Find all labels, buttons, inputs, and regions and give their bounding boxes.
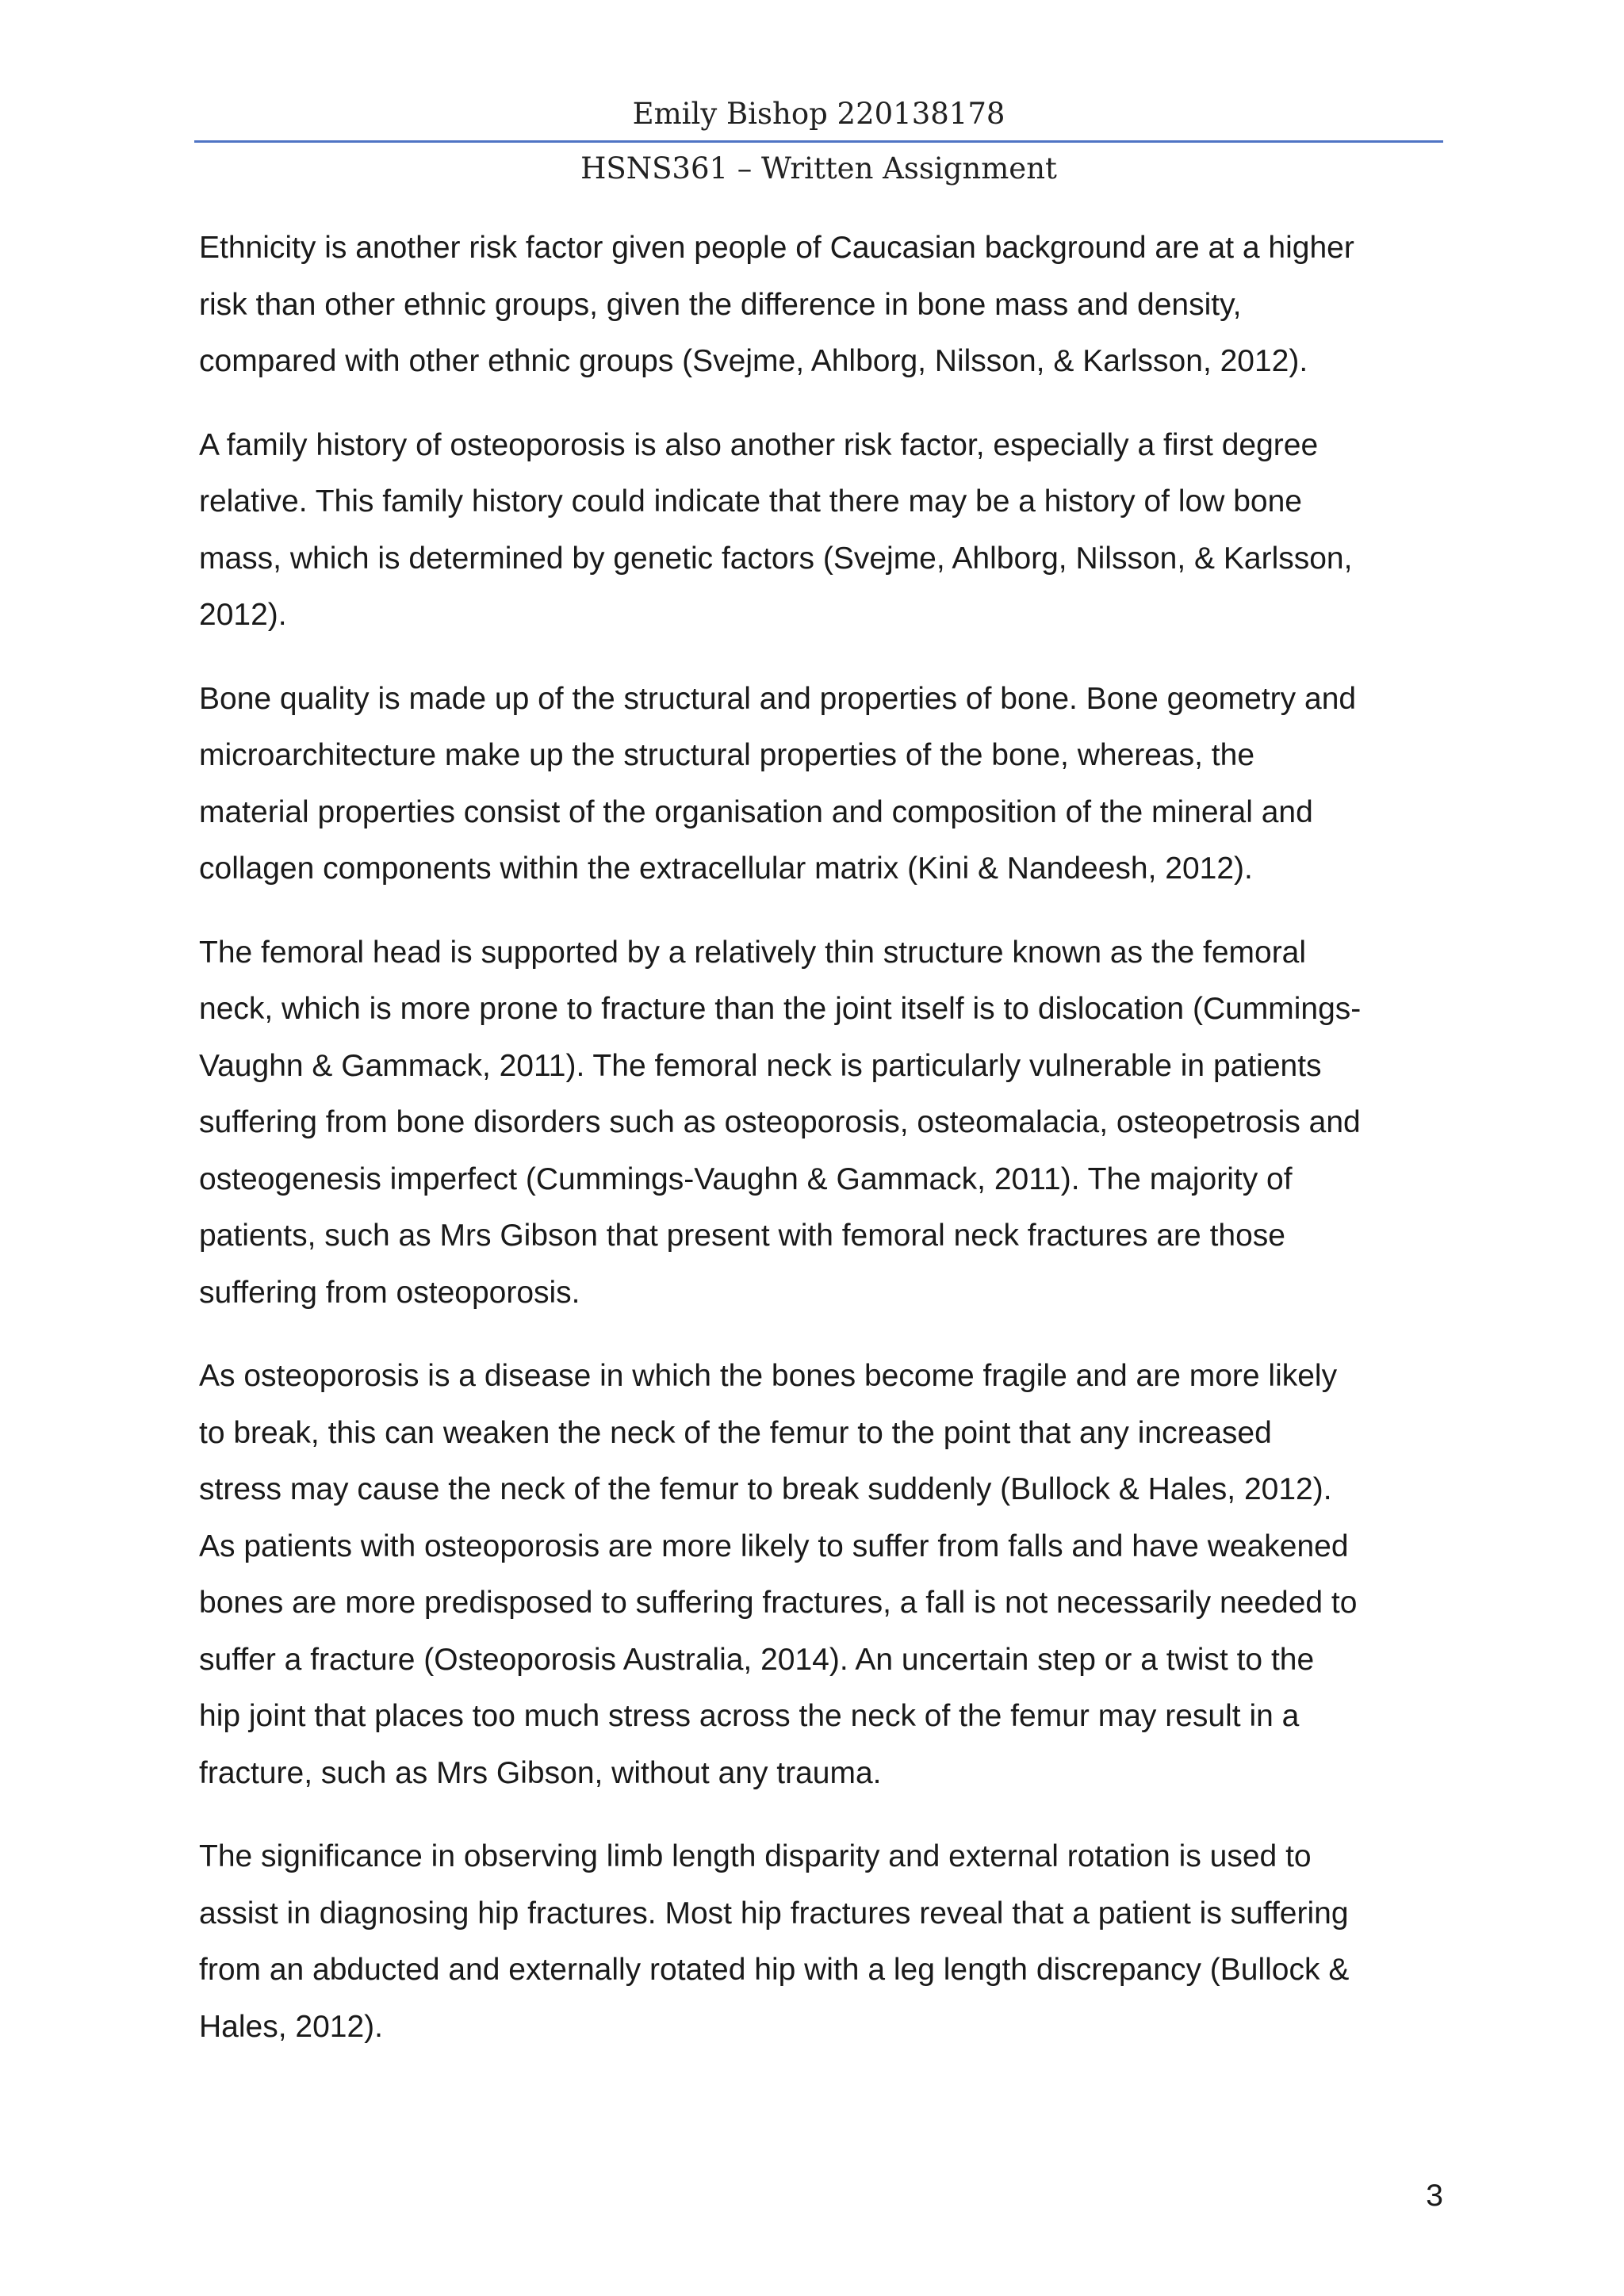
paragraph-line: risk than other ethnic groups, given the difference in bone mass and density, — [199, 287, 1242, 322]
paragraph-line: bones are more predisposed to suffering fractures, a fall is not necessarily needed to — [199, 1586, 1358, 1620]
paragraph-line: hip joint that places too much stress across the neck of the femur may result in a — [199, 1699, 1300, 1733]
paragraph-line: material properties consist of the organisation and composition of the mineral and — [199, 794, 1313, 829]
page-header — [194, 91, 1443, 192]
paragraph-line: mass, which is determined by genetic factors (Svejme, Ahlborg, Nilsson, & Karlsson, — [199, 541, 1353, 576]
paragraph-line: relative. This family history could indicate that there may be a history of low bone — [199, 484, 1302, 519]
header-divider — [194, 140, 1443, 143]
paragraph-line: The significance in observing limb length disparity and external rotation is used to — [199, 1839, 1312, 1873]
paragraph-line: from an abducted and externally rotated hip with a leg length discrepancy (Bullock & — [199, 1953, 1350, 1987]
paragraph-line: fracture, such as Mrs Gibson, without any trauma. — [199, 1755, 882, 1790]
header-author-line: Emily Bishop 220138178 — [632, 97, 1005, 131]
paragraph-line: osteogenesis imperfect (Cummings-Vaughn & Gammack, 2011). The majority of — [199, 1161, 1293, 1196]
paragraph-line: 2012). — [199, 598, 287, 632]
paragraph-line: patients, such as Mrs Gibson that present with femoral neck fractures are those — [199, 1219, 1285, 1253]
paragraph — [199, 220, 1460, 390]
paragraph-line: As patients with osteoporosis are more likely to suffer from falls and have weakened — [199, 1529, 1349, 1563]
paragraph-line: Ethnicity is another risk factor given people of Caucasian background are at a higher — [199, 231, 1354, 265]
paragraph-line: collagen components within the extracellular matrix (Kini & Nandeesh, 2012). — [199, 851, 1253, 886]
paragraph-line: Vaughn & Gammack, 2011). The femoral neck is particularly vulnerable in patients — [199, 1048, 1322, 1083]
paragraph-line: assist in diagnosing hip fractures. Most hip fractures reveal that a patient is suffering — [199, 1896, 1349, 1931]
paragraph-line: microarchitecture make up the structural properties of the bone, whereas, the — [199, 738, 1255, 772]
page-number: 3 — [1426, 2179, 1443, 2213]
paragraph — [199, 417, 1460, 644]
paragraph-line: neck, which is more prone to fracture than the joint itself is to dislocation (Cummings- — [199, 992, 1362, 1026]
paragraph-line: compared with other ethnic groups (Svejme, Ahlborg, Nilsson, & Karlsson, 2012). — [199, 344, 1308, 378]
paragraph-line: The femoral head is supported by a relatively thin structure known as the femoral — [199, 935, 1307, 970]
body-text — [199, 220, 1460, 2082]
paragraph — [199, 924, 1460, 1322]
paragraph — [199, 1828, 1460, 2055]
paragraph — [199, 1348, 1460, 1801]
paragraph — [199, 671, 1460, 897]
paragraph-line: A family history of osteoporosis is also another risk factor, especially a first degree — [199, 427, 1319, 462]
paragraph-line: Bone quality is made up of the structural and properties of bone. Bone geometry and — [199, 681, 1357, 716]
paragraph-line: Hales, 2012). — [199, 2009, 383, 2044]
paragraph-line: As osteoporosis is a disease in which the bones become fragile and are more likely — [199, 1359, 1338, 1393]
paragraph-line: suffering from osteoporosis. — [199, 1275, 580, 1310]
paragraph-line: suffering from bone disorders such as osteoporosis, osteomalacia, osteopetrosis and — [199, 1105, 1361, 1139]
paragraph-line: suffer a fracture (Osteoporosis Australia, 2014). An uncertain step or a twist to the — [199, 1642, 1315, 1677]
paragraph-line: stress may cause the neck of the femur to break suddenly (Bullock & Hales, 2012). — [199, 1472, 1332, 1506]
paragraph-line: to break, this can weaken the neck of the femur to the point that any increased — [199, 1415, 1272, 1450]
header-course-line: HSNS361 – Written Assignment — [580, 151, 1057, 186]
